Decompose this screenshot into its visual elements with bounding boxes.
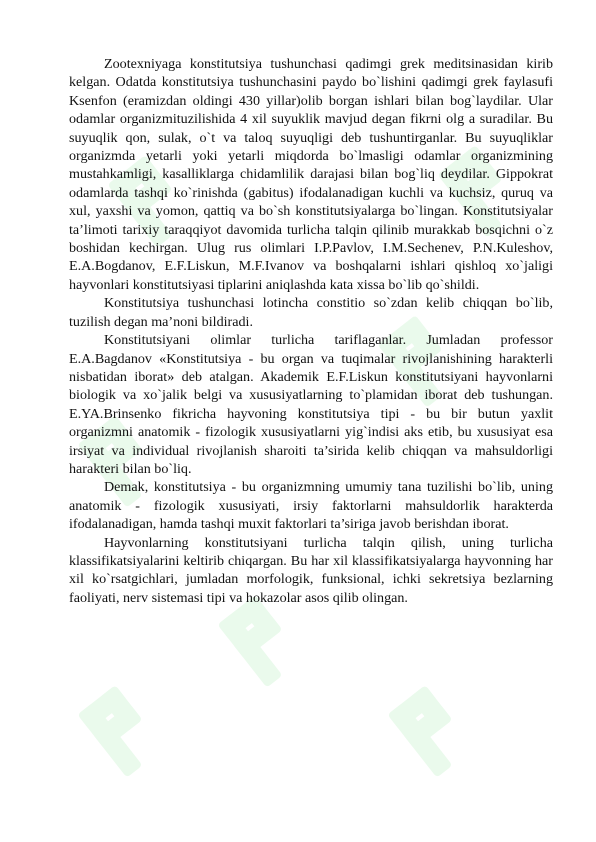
watermark-mark	[217, 595, 304, 688]
watermark-mark	[387, 685, 474, 778]
paragraph-konstitutsiya-history: Zootexniyaga konstitutsiya tushunchasi qadimgi grek meditsinasidan kirib kelgan. Odatda konstitutsiya tushunchasini paydo bo`lishini qadimgi grek faylasufi Ksenfon (eramizdan oldingi 430 yillar)olib borgan ishlari bilan bog`laydilar. Ular odamlar organizmituzilishida 4 xil suyuklik mavjud degan fikrni olg a suradilar. Bu suyuqlik qon, sulak, o`t va taloq suyuqligi deb tushuntirganlar. Bu suyuqliklar organizmda yetarli yoki yetarli miqdorda bo`lmasligi odamlar organizmining mustahkamligi, kasalliklarga chidamlilik darajasi bilan bog`liq deydilar. Gippokrat odamlarda tashqi ko`rinishda (gabitus) ifodalanadigan kuchli va kuchsiz, quruq va xul, yaxshi va yomon, qattiq va bo`sh konstitutsiyalarga bo`lingan. Konstitutsiyalar ta’limoti tarixiy taraqqiyot davomida turlicha talqin qilinib murakkab bosqichni o`z boshidan kechirgan. Ulug rus olimlari I.P.Pavlov, I.M.Sechenev, P.N.Kuleshov, E.A.Bogdanov, E.F.Liskun, M.F.Ivanov va boshqalarni ishlari qishloq xo`jaligi hayvonlari konstitutsiyasi tiplarini aniqlashda kata xissa bo`lib qo`shildi.	[69, 56, 553, 293]
paragraph-konstitutsiya-definitions: Konstitutsiyani olimlar turlicha tariflaganlar. Jumladan professor E.A.Bagdanov «Konstitutsiya - bu organ va tuqimalar rivojlanishining harakterli nisbatidan iborat» deb atalgan. Akademik E.F.Liskun konstitutsiyani hayvonlarni biologik va xo`jalik belgi va xususiyatlarning to`plamidan iborat deb tushungan. E.YA.Brinsenko fikricha hayvoning konstitutsiya tipi - bu bir butun yaxlit organizmni anatomik - fizologik xususiyatlarni yig`indisi aks etib, bu xususiyat esa irsiyat va individual rivojlanish sharoiti ta’sirida kelib chiqqan va mahsuldorligi harakteri bilan bo`liq.	[69, 332, 553, 477]
watermark-mark	[77, 685, 164, 778]
paragraph-konstitutsiya-etymology: Konstitutsiya tushunchasi lotincha constitio so`zdan kelib chiqqan bo`lib, tuzilish degan ma’noni bildiradi.	[69, 295, 553, 330]
paragraph-konstitutsiya-classification: Hayvonlarning konstitutsiyani turlicha talqin qilish, uning turlicha klassifikatsiyalarini keltirib chiqargan. Bu har xil klassifikatsiyalarga hayvonning har xil ko`rsatgichlari, jumladan morfologik, funksional, ichki sekretsiya bezlarning faoliyati, nerv sistemasi tipi va hokazolar asos qilib olingan.	[69, 534, 553, 606]
paragraph-konstitutsiya-summary: Demak, konstitutsiya - bu organizmning umumiy tana tuzilishi bo`lib, uning anatomik - fizologik xususiyati, irsiy faktorlarni mahsuldorlik harakterda ifodalanadigan, hamda tashqi muxit faktorlari ta’siriga javob berishdan iborat.	[69, 479, 553, 533]
document-page	[69, 55, 553, 607]
